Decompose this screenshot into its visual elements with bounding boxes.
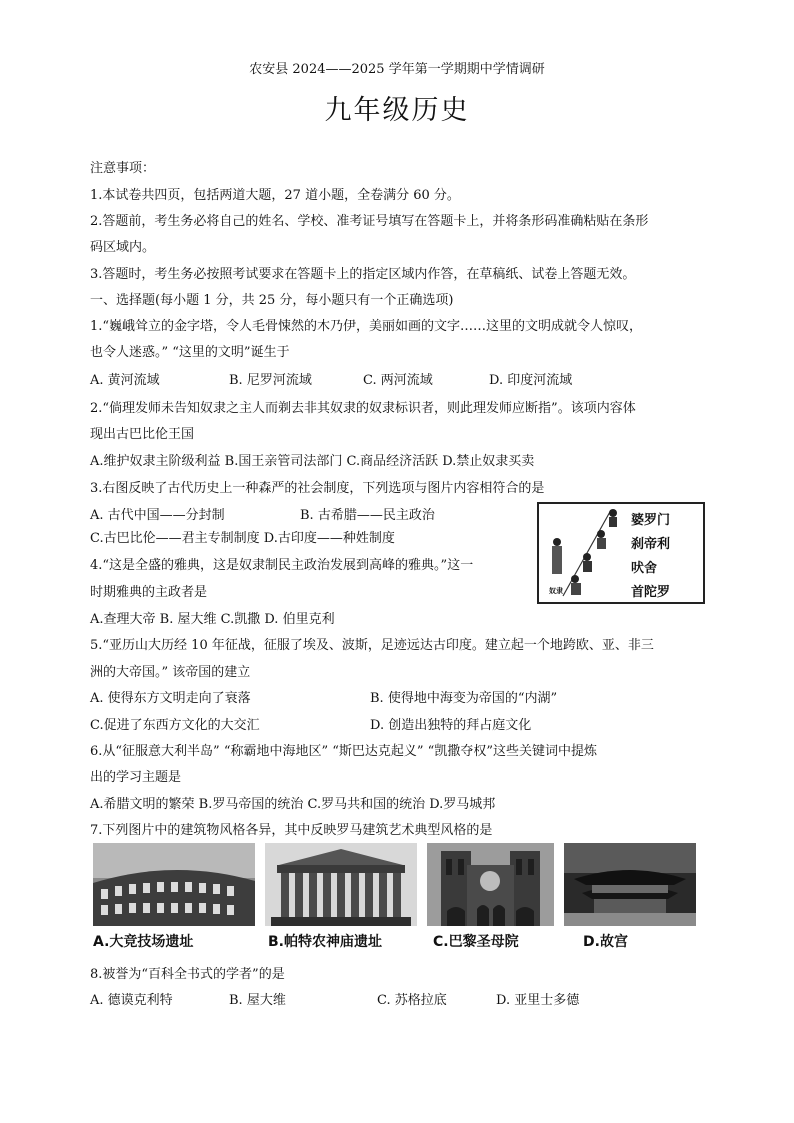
q5-option-d: D. 创造出独特的拜占庭文化	[370, 718, 532, 733]
parthenon-illustration	[265, 843, 417, 926]
q8-stem: 8.被誉为“百科全书式的学者”的是	[90, 967, 285, 982]
q2-stem-cont: 现出古巴比伦王国	[90, 427, 195, 442]
q8-option-d: D. 亚里士多德	[496, 993, 580, 1008]
q4-stem-cont: 时期雅典的主政者是	[90, 585, 208, 600]
q1-option-a: A. 黄河流域	[90, 373, 160, 388]
notice-item-2-cont: 码区域内。	[90, 240, 156, 255]
photo-caption-b: B.帕特农神庙遗址	[268, 934, 382, 950]
notice-item-2: 2.答题前，考生务必将自己的姓名、学校、准考证号填写在答题卡上，并将条形码准确粘贴在条形	[90, 214, 649, 229]
q2-stem: 2.“倘理发师未告知奴隶之主人而剃去非其奴隶的奴隶标识者，则此理发师应断指”。该项内容体	[90, 401, 636, 416]
notre-dame-photo	[427, 843, 554, 926]
q6-options: A.希腊文明的繁荣 B.罗马帝国的统治 C.罗马共和国的统治 D.罗马城邦	[90, 797, 496, 812]
section-heading: 一、选择题(每小题 1 分，共 25 分，每小题只有一个正确选项)	[90, 293, 454, 308]
forbidden-city-illustration	[564, 843, 696, 926]
q1-stem-cont: 也令人迷惑。” “这里的文明”诞生于	[90, 345, 290, 360]
q1-option-b: B. 尼罗河流域	[229, 373, 312, 388]
q6-stem-cont: 出的学习主题是	[90, 770, 182, 785]
photo-caption-a: A.大竞技场遗址	[93, 934, 194, 950]
notice-item-1: 1.本试卷共四页，包括两道大题，27 道小题，全卷满分 60 分。	[90, 188, 460, 203]
caste-label-4: 首陀罗	[631, 585, 671, 600]
q7-stem: 7.下列图片中的建筑物风格各异，其中反映罗马建筑艺术典型风格的是	[90, 823, 493, 838]
q3-options-cd: C.古巴比伦——君主专制制度 D.古印度——种姓制度	[90, 531, 395, 546]
q8-option-c: C. 苏格拉底	[377, 993, 447, 1008]
q5-stem-cont: 洲的大帝国。” 该帝国的建立	[90, 665, 251, 680]
caste-label-3: 吠舍	[631, 561, 658, 576]
q1-option-d: D. 印度河流域	[489, 373, 573, 388]
parthenon-photo	[265, 843, 417, 926]
caste-label-2: 刹帝利	[631, 537, 671, 552]
q3-option-b: B. 古希腊——民主政治	[300, 508, 435, 523]
photo-caption-c: C.巴黎圣母院	[433, 934, 519, 950]
colosseum-photo	[93, 843, 255, 926]
q6-stem: 6.从“征服意大利半岛” “称霸地中海地区” “斯巴达克起义” “凯撒夺权”这些关键词中提炼	[90, 744, 597, 759]
notre-dame-illustration	[427, 843, 554, 926]
slave-label: 奴隶	[549, 587, 563, 595]
q8-option-b: B. 屋大维	[229, 993, 286, 1008]
forbidden-city-photo	[564, 843, 696, 926]
notice-item-3: 3.答题时，考生务必按照考试要求在答题卡上的指定区域内作答，在草稿纸、试卷上答题无效。	[90, 267, 636, 282]
q4-stem: 4.“这是全盛的雅典，这是奴隶制民主政治发展到高峰的雅典。”这一	[90, 558, 474, 573]
q5-option-c: C.促进了东西方文化的大交汇	[90, 718, 260, 733]
q5-stem: 5.“亚历山大历经 10 年征战，征服了埃及、波斯，足迹远达古印度。建立起一个地跨欧、亚、非三	[90, 638, 654, 653]
caste-pyramid-figure	[537, 502, 705, 604]
q1-option-c: C. 两河流域	[363, 373, 433, 388]
q3-option-a: A. 古代中国——分封制	[90, 508, 225, 523]
photo-caption-d: D.故宫	[583, 934, 628, 950]
page-title: 九年级历史	[324, 95, 470, 126]
q1-stem: 1.“巍峨耸立的金字塔，令人毛骨悚然的木乃伊，美丽如画的文字……这里的文明成就令人惊叹，	[90, 319, 643, 334]
q5-option-a: A. 使得东方文明走向了衰落	[90, 691, 251, 706]
notice-heading: 注意事项：	[90, 161, 156, 176]
exam-header: 农安县 2024——2025 学年第一学期期中学情调研	[249, 62, 545, 77]
q2-options: A.维护奴隶主阶级利益 B.国王亲管司法部门 C.商品经济活跃 D.禁止奴隶买卖	[90, 454, 535, 469]
q3-stem: 3.右图反映了古代历史上一种森严的社会制度，下列选项与图片内容相符合的是	[90, 481, 545, 496]
q5-option-b: B. 使得地中海变为帝国的“内湖”	[370, 691, 558, 706]
q4-options: A.查理大帝 B. 屋大维 C.凯撒 D. 伯里克利	[90, 612, 335, 627]
colosseum-illustration	[93, 843, 255, 926]
q8-option-a: A. 德谟克利特	[90, 993, 173, 1008]
caste-label-1: 婆罗门	[631, 513, 671, 528]
